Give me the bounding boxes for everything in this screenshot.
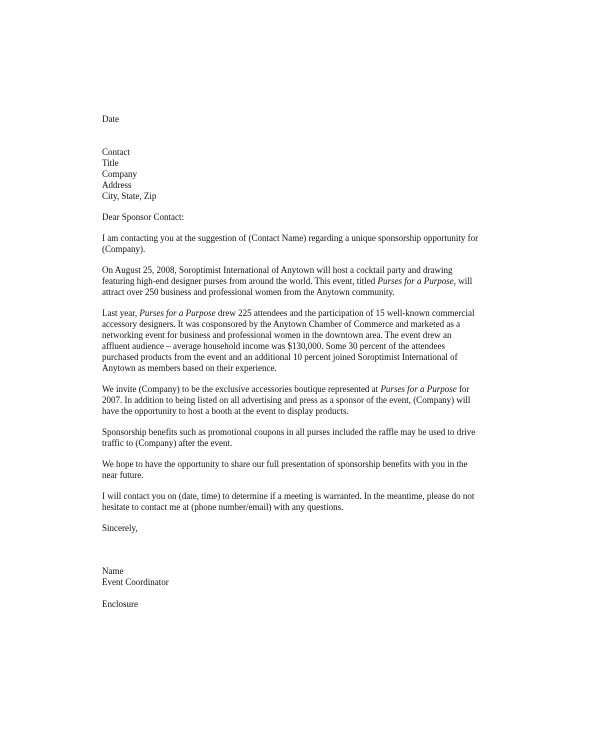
paragraph-line: attract over 250 business and professional women from the Anytown community.: [102, 287, 395, 297]
recipient-contact: Contact: [102, 147, 130, 157]
text-segment: featuring high-end designer purses from around the world. This event, titled: [102, 276, 378, 286]
paragraph-line: purchased products from the event and an additional 10 percent joined Soroptimist International of: [102, 352, 458, 362]
salutation: [102, 212, 502, 223]
recipient-title: Title: [102, 158, 119, 168]
paragraph-line: networking event for business and professional women in the downtown area. The event drew an: [102, 330, 452, 340]
recipient-city-state-zip: City, State, Zip: [102, 191, 157, 201]
closing-text: Sincerely,: [102, 523, 138, 533]
recipient-address-block: [102, 147, 502, 202]
paragraph-line: I am contacting you at the suggestion of (Contact Name) regarding a unique sponsorship opportunity for: [102, 233, 479, 243]
paragraph-line: [102, 276, 502, 287]
recipient-company: Company: [102, 169, 137, 179]
signer-title: Event Coordinator: [102, 577, 169, 587]
paragraph-line: Sponsorship benefits such as promotional coupons in all purses included the raffle may be used to drive: [102, 427, 476, 437]
paragraph-line: near future.: [102, 470, 144, 480]
enclosure-text: Enclosure: [102, 599, 138, 609]
text-segment: for: [456, 384, 470, 394]
paragraph-event-details: [102, 265, 502, 298]
text-segment: drew 225 attendees and the participation of 15 well-known commercial: [215, 308, 475, 318]
paragraph-line: I will contact you on (date, time) to determine if a meeting is warranted. In the meantime, please do not: [102, 491, 475, 501]
paragraph-line: hesitate to contact me at (phone number/email) with any questions.: [102, 502, 344, 512]
text-segment: Last year,: [102, 308, 140, 318]
paragraph-line: traffic to (Company) after the event.: [102, 438, 233, 448]
text-segment: We invite (Company) to be the exclusive accessories boutique represented at: [102, 384, 381, 394]
date-text: Date: [102, 114, 119, 124]
paragraph-last-year: [102, 308, 502, 374]
paragraph-followup: [102, 491, 502, 513]
paragraph-hope: [102, 459, 502, 481]
paragraph-line: We hope to have the opportunity to share our full presentation of sponsorship benefits with you in the: [102, 459, 468, 469]
event-title-italic: Purses for a Purpose: [380, 384, 457, 394]
closing: [102, 523, 502, 534]
signer-name: Name: [102, 566, 124, 576]
paragraph-line: affluent audience – average household income was $130,000. Some 30 percent of the attendees: [102, 341, 445, 351]
paragraph-line: [102, 308, 502, 319]
paragraph-line: (Company).: [102, 244, 146, 254]
paragraph-invitation: [102, 384, 502, 417]
paragraph-benefits: [102, 427, 502, 449]
paragraph-line: accessory designers. It was cosponsored by the Anytown Chamber of Commerce and marketed as a: [102, 319, 461, 329]
letter-page: [102, 114, 502, 610]
paragraph-line: 2007. In addition to being listed on all advertising and press as a sponsor of the event, (Company) will: [102, 395, 471, 405]
paragraph-line: On August 25, 2008, Soroptimist International of Anytown will host a cocktail party and drawing: [102, 265, 453, 275]
paragraph-line: [102, 384, 502, 395]
paragraph-line: Anytown as members based on their experience.: [102, 363, 277, 373]
text-segment: , will: [453, 276, 473, 286]
event-title-italic: Purses for a Purpose: [139, 308, 216, 318]
enclosure-note: [102, 599, 502, 610]
signature-block: [102, 566, 502, 588]
salutation-text: Dear Sponsor Contact:: [102, 212, 184, 222]
recipient-address: Address: [102, 180, 132, 190]
paragraph-intro: [102, 233, 502, 255]
paragraph-line: have the opportunity to host a booth at the event to display products.: [102, 406, 349, 416]
letter-date: [102, 114, 502, 125]
event-title-italic: Purses for a Purpose: [377, 276, 454, 286]
